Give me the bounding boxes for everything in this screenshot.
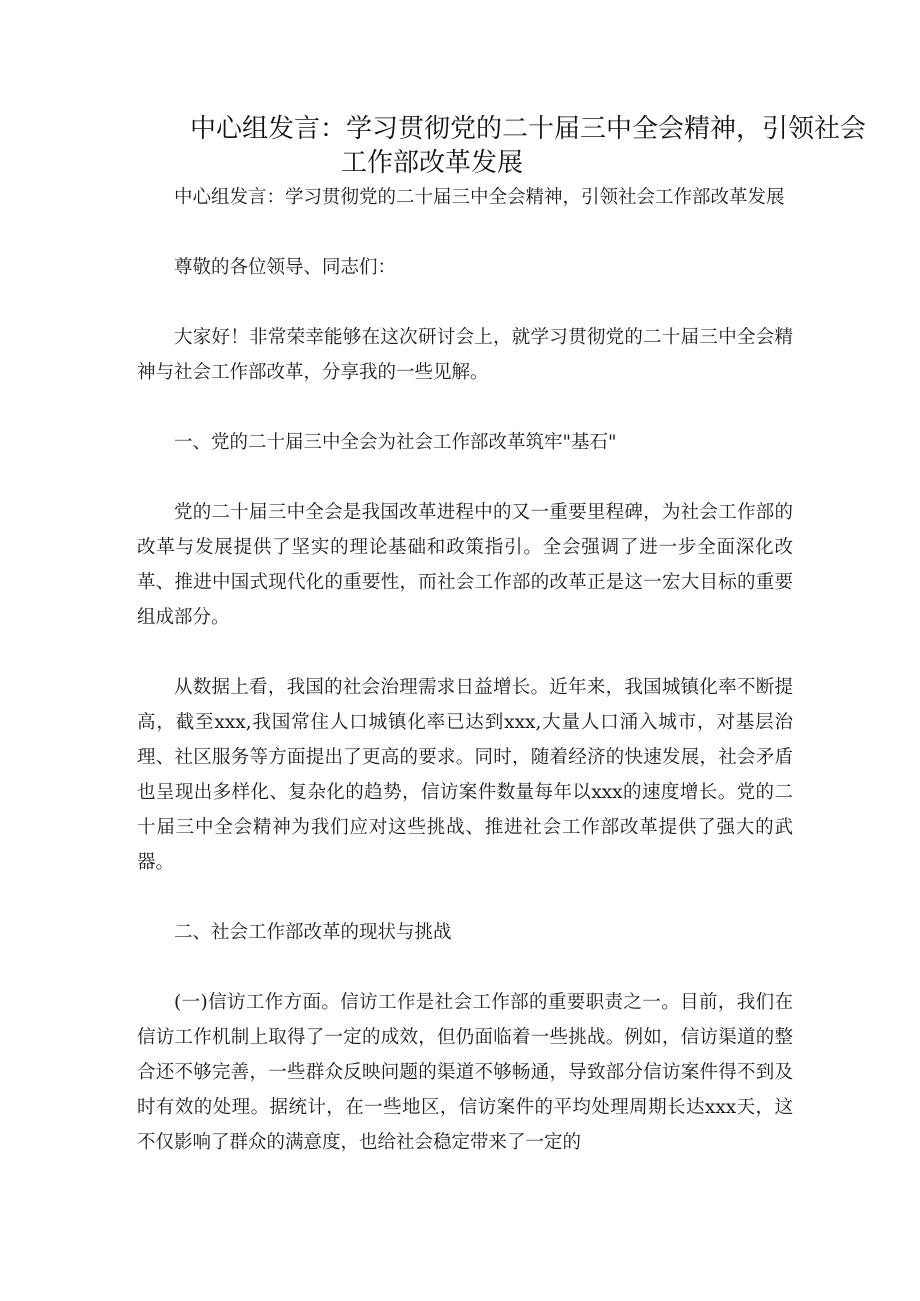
- title-line-2: 工作部改革发展: [341, 148, 524, 178]
- body-paragraph: 党的二十届三中全会是我国改革进程中的又一重要里程碑，为社会工作部的改革与发展提供了坚实的理论基础和政策指引。全会强调了进一步全面深化改革、推进中国式现代化的重要性，而社会工作部的改革正是这一宏大目标的重要组成部分。: [137, 502, 793, 628]
- section-heading-1: 一、党的二十届三中全会为社会工作部改革筑牢"基石": [174, 432, 617, 453]
- opening-paragraph: 大家好！非常荣幸能够在这次研讨会上，就学习贯彻党的二十届三中全会精神与社会工作部改革，分享我的一些见解。: [137, 327, 793, 383]
- subtitle-paragraph: 中心组发言：学习贯彻党的二十届三中全会精神，引领社会工作部改革发展: [174, 187, 785, 208]
- title-line-1: 中心组发言：学习贯彻党的二十届三中全会精神，引领社会: [190, 114, 867, 144]
- document-body: [137, 180, 793, 1160]
- section-heading-2: 二、社会工作部改革的现状与挑战: [174, 922, 452, 943]
- document-title: [140, 112, 867, 180]
- salutation: 尊敬的各位领导、同志们：: [174, 257, 397, 278]
- body-paragraph: (一)信访工作方面。信访工作是社会工作部的重要职责之一。目前，我们在信访工作机制上取得了一定的成效，但仍面临着一些挑战。例如，信访渠道的整合还不够完善，一些群众反映问题的渠道不够畅通，导致部分信访案件得不到及时有效的处理。据统计，在一些地区，信访案件的平均处理周期长达xxx天，这不仅影响了群众的满意度，也给社会稳定带来了一定的: [137, 992, 793, 1153]
- body-paragraph: 从数据上看，我国的社会治理需求日益增长。近年来，我国城镇化率不断提高，截至xxx,我国常住人口城镇化率已达到xxx,大量人口涌入城市，对基层治理、社区服务等方面提出了更高的要求。同时，随着经济的快速发展，社会矛盾也呈现出多样化、复杂化的趋势，信访案件数量每年以xxx的速度增长。党的二十届三中全会精神为我们应对这些挑战、推进社会工作部改革提供了强大的武器。: [137, 677, 793, 873]
